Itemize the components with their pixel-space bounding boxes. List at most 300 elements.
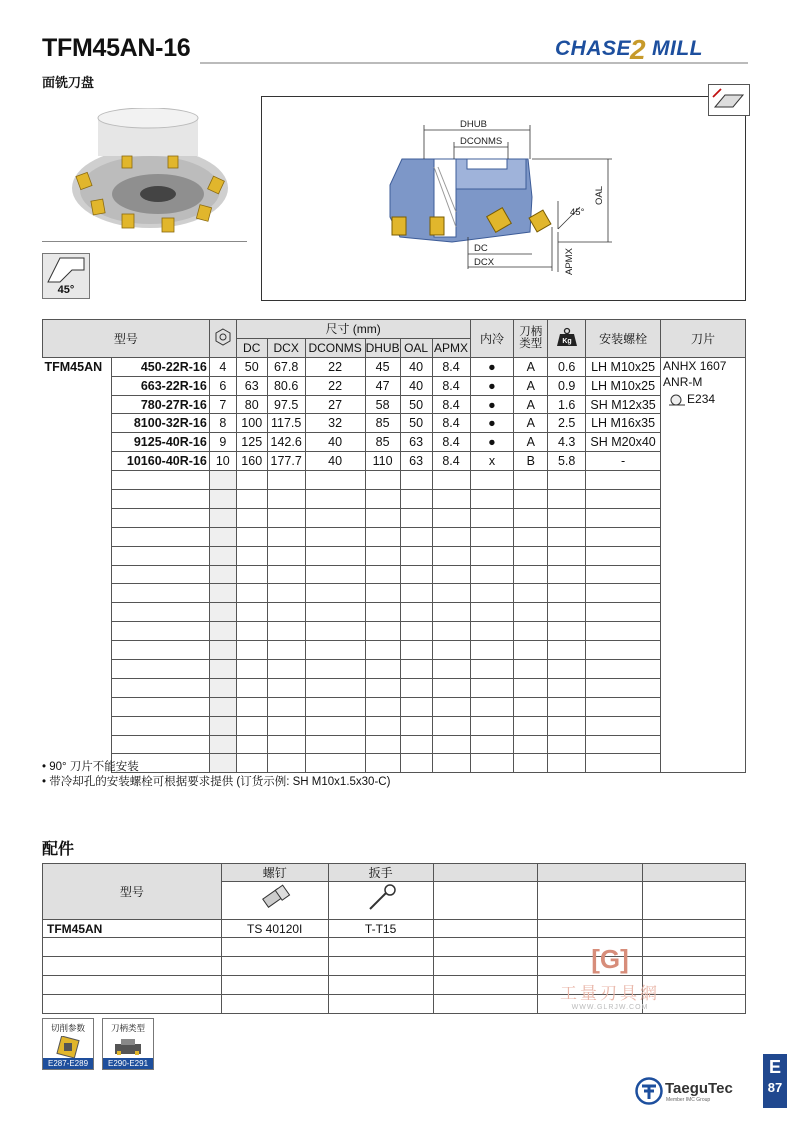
empty-cell	[267, 697, 305, 716]
weight-cell: 0.6	[548, 357, 586, 376]
dhub-cell: 47	[365, 376, 400, 395]
empty-row	[43, 678, 746, 697]
empty-row	[43, 716, 746, 735]
empty-cell	[548, 490, 586, 509]
oal-cell: 40	[400, 357, 432, 376]
insert-line1: ANHX 1607	[663, 358, 727, 373]
empty-cell	[305, 660, 365, 679]
teeth-count-icon	[214, 328, 232, 346]
empty-cell	[470, 508, 514, 527]
empty-cell	[586, 622, 661, 641]
note-item: • 带冷却孔的安装螺栓可根据要求提供 (订货示例: SH M10x1.5x30-C)	[42, 776, 391, 788]
acc-empty-header	[538, 864, 643, 882]
acc-empty-header	[643, 864, 746, 882]
empty-cell	[514, 490, 548, 509]
empty-cell	[305, 603, 365, 622]
acc-model-cell: TFM45AN	[43, 920, 222, 938]
empty-cell	[514, 471, 548, 490]
empty-cell	[267, 546, 305, 565]
page-subtitle: 面铣刀盘	[42, 75, 95, 90]
empty-cell	[236, 735, 267, 754]
empty-cell	[365, 641, 400, 660]
dhub-col-header: DHUB	[365, 338, 400, 357]
coolant-cell: ●	[470, 433, 514, 452]
empty-cell	[432, 660, 470, 679]
empty-cell	[43, 603, 112, 622]
empty-cell	[111, 565, 209, 584]
svg-text:MILL: MILL	[652, 37, 703, 60]
dhub-cell: 85	[365, 433, 400, 452]
empty-row	[43, 508, 746, 527]
empty-cell	[586, 527, 661, 546]
dc-cell: 50	[236, 357, 267, 376]
empty-cell	[365, 735, 400, 754]
empty-cell	[111, 622, 209, 641]
shank-type-header: 刀柄类型	[514, 320, 548, 358]
empty-cell	[111, 641, 209, 660]
empty-cell	[548, 584, 586, 603]
empty-cell	[209, 527, 236, 546]
screw-cell: LH M10x25	[586, 376, 661, 395]
empty-cell	[586, 565, 661, 584]
dconms-cell: 32	[305, 414, 365, 433]
empty-cell	[236, 490, 267, 509]
empty-cell	[209, 490, 236, 509]
empty-cell	[267, 527, 305, 546]
shank-type-ref[interactable]	[102, 1018, 154, 1070]
model-cell: 780-27R-16	[111, 395, 209, 414]
empty-cell	[43, 471, 112, 490]
empty-cell	[267, 660, 305, 679]
empty-row	[43, 546, 746, 565]
empty-cell	[305, 622, 365, 641]
empty-cell	[470, 697, 514, 716]
empty-cell	[305, 471, 365, 490]
spec-table	[42, 319, 746, 773]
empty-cell	[548, 716, 586, 735]
model-prefix-empty	[43, 395, 112, 414]
weight-header	[548, 320, 586, 358]
empty-cell	[43, 622, 112, 641]
table-row	[43, 376, 746, 395]
empty-cell	[432, 603, 470, 622]
empty-cell	[470, 678, 514, 697]
acc-empty-cell	[43, 938, 222, 957]
empty-cell	[548, 622, 586, 641]
table-row	[43, 357, 746, 376]
empty-cell	[514, 641, 548, 660]
empty-cell	[365, 603, 400, 622]
empty-cell	[470, 527, 514, 546]
empty-cell	[236, 471, 267, 490]
empty-cell	[305, 678, 365, 697]
insert-ref-page: E234	[687, 391, 716, 406]
table-row	[43, 433, 746, 452]
empty-cell	[267, 508, 305, 527]
empty-cell	[400, 678, 432, 697]
dcx-label: DCX	[474, 257, 495, 268]
photo-rule	[42, 241, 247, 242]
tool-photo	[58, 108, 238, 238]
model-cell: 450-22R-16	[111, 357, 209, 376]
empty-cell	[267, 641, 305, 660]
empty-cell	[586, 603, 661, 622]
empty-cell	[514, 735, 548, 754]
empty-cell	[514, 508, 548, 527]
empty-cell	[267, 716, 305, 735]
empty-cell	[267, 471, 305, 490]
empty-cell	[365, 716, 400, 735]
entry-angle-box	[42, 253, 90, 299]
empty-cell	[111, 735, 209, 754]
empty-cell	[111, 508, 209, 527]
teeth-cell: 6	[209, 376, 236, 395]
screw-picture	[221, 882, 328, 920]
screw-cell: -	[586, 452, 661, 471]
empty-cell	[305, 527, 365, 546]
empty-cell	[432, 641, 470, 660]
empty-cell	[470, 546, 514, 565]
dc-cell: 125	[236, 433, 267, 452]
weight-cell: 2.5	[548, 414, 586, 433]
dc-cell: 100	[236, 414, 267, 433]
svg-text:Kg: Kg	[561, 337, 572, 345]
acc-empty-cell	[43, 976, 222, 995]
empty-cell	[43, 546, 112, 565]
empty-cell	[43, 490, 112, 509]
empty-cell	[470, 754, 514, 773]
empty-cell	[514, 678, 548, 697]
empty-cell	[267, 622, 305, 641]
model-header: 型号	[43, 320, 210, 358]
empty-cell	[209, 508, 236, 527]
empty-cell	[400, 565, 432, 584]
empty-cell	[470, 641, 514, 660]
empty-cell	[432, 735, 470, 754]
acc-wrench-header: 扳手	[328, 864, 433, 882]
empty-row	[43, 697, 746, 716]
dcx-cell: 142.6	[267, 433, 305, 452]
coolant-cell: ●	[470, 414, 514, 433]
empty-cell	[586, 584, 661, 603]
empty-cell	[267, 678, 305, 697]
empty-cell	[365, 527, 400, 546]
empty-cell	[432, 508, 470, 527]
acc-model-header: 型号	[43, 864, 222, 920]
empty-cell	[470, 471, 514, 490]
cutting-data-ref[interactable]	[42, 1018, 94, 1070]
empty-cell	[267, 735, 305, 754]
empty-cell	[43, 508, 112, 527]
empty-cell	[400, 546, 432, 565]
page-title: TFM45AN-16	[42, 34, 191, 62]
acc-empty-cell	[433, 920, 538, 938]
ref-pages: E290-E291	[103, 1058, 153, 1069]
model-prefix-empty	[43, 376, 112, 395]
teeth-cell: 4	[209, 357, 236, 376]
empty-cell	[400, 508, 432, 527]
empty-cell	[365, 565, 400, 584]
empty-cell	[305, 565, 365, 584]
dconms-cell: 40	[305, 433, 365, 452]
magnifier-icon	[667, 393, 687, 407]
dcx-cell: 67.8	[267, 357, 305, 376]
empty-cell	[236, 546, 267, 565]
empty-row	[43, 641, 746, 660]
empty-cell	[432, 697, 470, 716]
acc-empty-cell	[221, 938, 328, 957]
empty-cell	[209, 622, 236, 641]
empty-cell	[236, 603, 267, 622]
watermark-text: 工量刃具網	[560, 984, 660, 1003]
apmx-cell: 8.4	[432, 452, 470, 471]
table-row	[43, 920, 746, 938]
teeth-header	[209, 320, 236, 358]
oal-cell: 50	[400, 414, 432, 433]
empty-cell	[400, 622, 432, 641]
acc-empty-cell	[433, 976, 538, 995]
insert-line2: ANR-M	[663, 374, 703, 389]
wrench-icon	[356, 883, 406, 915]
watermark	[540, 944, 680, 1014]
empty-cell	[586, 716, 661, 735]
acc-empty-cell	[643, 920, 746, 938]
empty-cell	[586, 678, 661, 697]
dcx-cell: 117.5	[267, 414, 305, 433]
teeth-cell: 8	[209, 414, 236, 433]
acc-empty-cell	[433, 938, 538, 957]
acc-screw-cell: TS 40120I	[221, 920, 328, 938]
empty-cell	[400, 716, 432, 735]
empty-cell	[586, 735, 661, 754]
screw-cell: LH M16x35	[586, 414, 661, 433]
empty-cell	[432, 622, 470, 641]
empty-cell	[111, 603, 209, 622]
oal-cell: 63	[400, 452, 432, 471]
empty-cell	[305, 697, 365, 716]
empty-cell	[586, 697, 661, 716]
empty-cell	[305, 735, 365, 754]
empty-cell	[586, 546, 661, 565]
empty-cell	[236, 697, 267, 716]
empty-cell	[236, 678, 267, 697]
dconms-cell: 22	[305, 376, 365, 395]
acc-empty-cell	[328, 976, 433, 995]
empty-cell	[209, 678, 236, 697]
empty-cell	[267, 565, 305, 584]
empty-cell	[470, 622, 514, 641]
dhub-cell: 85	[365, 414, 400, 433]
empty-cell	[111, 584, 209, 603]
empty-cell	[548, 546, 586, 565]
weight-cell: 1.6	[548, 395, 586, 414]
empty-cell	[548, 660, 586, 679]
empty-cell	[514, 603, 548, 622]
section-letter: E	[768, 1057, 781, 1077]
empty-cell	[305, 584, 365, 603]
empty-cell	[209, 546, 236, 565]
page-number: 87	[767, 1080, 783, 1095]
empty-cell	[470, 716, 514, 735]
empty-cell	[111, 716, 209, 735]
empty-cell	[209, 603, 236, 622]
empty-cell	[514, 754, 548, 773]
empty-cell	[400, 471, 432, 490]
empty-cell	[365, 660, 400, 679]
dc-col-header: DC	[236, 338, 267, 357]
empty-cell	[305, 490, 365, 509]
empty-cell	[209, 471, 236, 490]
acc-empty-cell	[643, 882, 746, 920]
empty-cell	[43, 660, 112, 679]
empty-cell	[586, 641, 661, 660]
empty-cell	[236, 508, 267, 527]
empty-cell	[400, 584, 432, 603]
dconms-col-header: DCONMS	[305, 338, 365, 357]
empty-cell	[400, 490, 432, 509]
accessories-title: 配件	[42, 841, 75, 858]
empty-row	[43, 565, 746, 584]
empty-cell	[432, 546, 470, 565]
empty-cell	[365, 622, 400, 641]
empty-cell	[236, 660, 267, 679]
empty-cell	[400, 735, 432, 754]
apmx-label: APMX	[564, 248, 575, 275]
apmx-cell: 8.4	[432, 376, 470, 395]
dcx-cell: 177.7	[267, 452, 305, 471]
apmx-cell: 8.4	[432, 357, 470, 376]
model-cell: 10160-40R-16	[111, 452, 209, 471]
note-item: • 90° 刀片不能安装	[42, 761, 139, 773]
acc-empty-cell	[43, 957, 222, 976]
teeth-cell: 7	[209, 395, 236, 414]
empty-cell	[400, 641, 432, 660]
empty-cell	[586, 754, 661, 773]
empty-cell	[548, 754, 586, 773]
empty-cell	[267, 584, 305, 603]
empty-cell	[236, 641, 267, 660]
dc-cell: 63	[236, 376, 267, 395]
empty-cell	[267, 603, 305, 622]
shank-type-icon	[111, 1036, 145, 1058]
acc-wrench-cell: T-T15	[328, 920, 433, 938]
empty-cell	[43, 678, 112, 697]
empty-cell	[43, 697, 112, 716]
empty-cell	[209, 584, 236, 603]
empty-cell	[586, 660, 661, 679]
insert-shape-icon	[708, 84, 750, 116]
empty-cell	[470, 603, 514, 622]
chase2mill-logo	[555, 33, 750, 63]
type-cell: A	[514, 433, 548, 452]
dcx-col-header: DCX	[267, 338, 305, 357]
empty-cell	[514, 716, 548, 735]
svg-text:CHASE: CHASE	[555, 37, 632, 60]
dhub-label: DHUB	[460, 119, 487, 130]
empty-cell	[111, 697, 209, 716]
apmx-col-header: APMX	[432, 338, 470, 357]
weight-icon	[556, 327, 578, 347]
screw-cell: SH M12x35	[586, 395, 661, 414]
acc-empty-cell	[538, 920, 643, 938]
insert-header: 刀片	[661, 320, 746, 358]
empty-cell	[209, 641, 236, 660]
ref-label: 切削参数	[50, 1023, 85, 1033]
table-row	[43, 452, 746, 471]
screw-cell: LH M10x25	[586, 357, 661, 376]
type-cell: A	[514, 376, 548, 395]
insert-cell	[661, 357, 746, 773]
empty-row	[43, 490, 746, 509]
empty-cell	[432, 490, 470, 509]
acc-empty-cell	[328, 957, 433, 976]
empty-cell	[43, 527, 112, 546]
empty-cell	[43, 716, 112, 735]
empty-cell	[209, 735, 236, 754]
model-prefix-empty	[43, 414, 112, 433]
empty-cell	[305, 716, 365, 735]
ref-pages: E287-E289	[43, 1058, 93, 1069]
table-row	[43, 414, 746, 433]
screw-cell: SH M20x40	[586, 433, 661, 452]
type-cell: A	[514, 414, 548, 433]
dimension-diagram	[261, 96, 746, 301]
insert-ref[interactable]	[663, 390, 745, 408]
teeth-cell: 10	[209, 452, 236, 471]
empty-cell	[432, 565, 470, 584]
oal-label: OAL	[594, 185, 605, 205]
acc-empty-cell	[328, 938, 433, 957]
empty-cell	[365, 471, 400, 490]
empty-cell	[365, 697, 400, 716]
dconms-label: DCONMS	[460, 136, 503, 147]
dconms-cell: 22	[305, 357, 365, 376]
model-prefix-empty	[43, 452, 112, 471]
weight-cell: 0.9	[548, 376, 586, 395]
empty-cell	[43, 641, 112, 660]
empty-cell	[470, 735, 514, 754]
empty-cell	[400, 660, 432, 679]
empty-cell	[432, 527, 470, 546]
dconms-cell: 40	[305, 452, 365, 471]
taegutec-logo	[635, 1077, 757, 1105]
company-name: TaeguTec	[665, 1080, 733, 1097]
screw-header: 安装螺栓	[586, 320, 661, 358]
company-sub: Member IMC Group	[666, 1097, 711, 1103]
type-cell: A	[514, 357, 548, 376]
empty-cell	[111, 527, 209, 546]
empty-row	[43, 735, 746, 754]
empty-cell	[365, 678, 400, 697]
acc-empty-cell	[433, 957, 538, 976]
coolant-cell: ●	[470, 357, 514, 376]
acc-empty-cell	[538, 882, 643, 920]
empty-cell	[432, 584, 470, 603]
dhub-cell: 45	[365, 357, 400, 376]
empty-cell	[209, 565, 236, 584]
empty-cell	[111, 490, 209, 509]
model-cell: 9125-40R-16	[111, 433, 209, 452]
dc-label: DC	[474, 243, 488, 254]
empty-cell	[548, 603, 586, 622]
section-tab	[763, 1054, 787, 1108]
model-cell: 663-22R-16	[111, 376, 209, 395]
empty-cell	[111, 660, 209, 679]
acc-screw-header: 螺钉	[221, 864, 328, 882]
empty-cell	[548, 527, 586, 546]
empty-cell	[365, 490, 400, 509]
empty-cell	[365, 584, 400, 603]
